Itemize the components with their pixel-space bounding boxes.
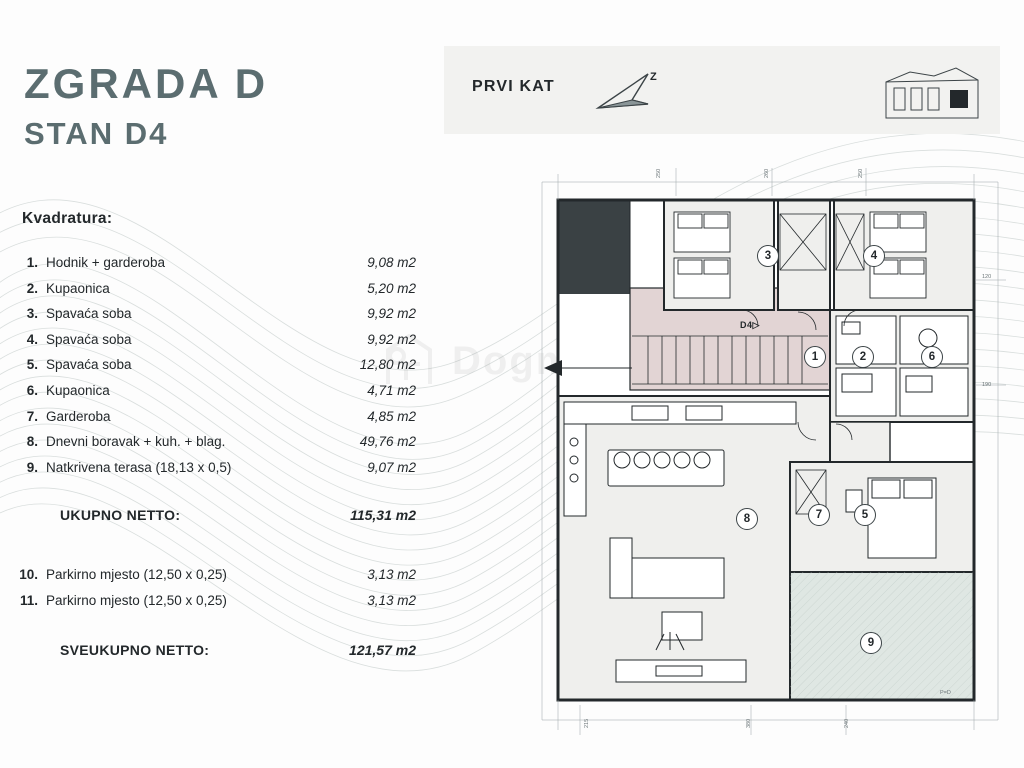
room-schedule-table [12,255,432,668]
row-number: 4. [26,331,38,347]
row-area: 4,85 m2 [367,408,416,424]
watermark-text: Dogma [452,338,598,383]
svg-text:260: 260 [764,168,770,178]
plan-marker-7[interactable]: 7 [808,504,830,526]
row-number: 3. [26,306,38,322]
floor-header-bar [444,46,1000,134]
table-row [12,281,432,307]
table-row [12,332,432,358]
row-area: 5,20 m2 [367,280,416,296]
table-row [12,255,432,281]
parking-group [12,567,432,618]
floor-label: PRVI KAT [472,78,555,95]
svg-text:215: 215 [584,718,590,728]
table-row [12,567,432,593]
row-number: 2. [26,280,38,296]
unit-title: STAN D4 [24,116,169,152]
row-area: 3,13 m2 [367,566,416,582]
table-row [12,434,432,460]
row-area: 9,92 m2 [367,306,416,322]
row-number: 6. [26,382,38,398]
table-row [12,383,432,409]
row-number: 11. [19,592,38,608]
svg-text:240: 240 [844,718,850,728]
row-label: Spavaća soba [46,357,132,373]
plan-marker-3[interactable]: 3 [757,245,779,267]
svg-text:250: 250 [656,168,662,178]
total-grand-row [12,642,432,668]
svg-text:120: 120 [982,274,992,280]
row-number: 7. [26,408,38,424]
plan-marker-9[interactable]: 9 [860,632,882,654]
row-label: Natkrivena terasa (18,13 x 0,5) [46,459,232,475]
row-label: Parkirno mjesto (12,50 x 0,25) [46,566,227,582]
row-area: 9,08 m2 [367,255,416,270]
svg-text:P=D: P=D [940,690,951,696]
row-number: 8. [26,434,38,450]
svg-text:Z: Z [650,71,657,83]
row-label: Spavaća soba [46,331,132,347]
plan-marker-4[interactable]: 4 [863,245,885,267]
row-label: Kupaonica [46,280,110,296]
page-title: ZGRADA D [24,60,269,107]
plan-marker-5[interactable]: 5 [854,504,876,526]
row-area: 49,76 m2 [359,434,416,450]
row-label: Parkirno mjesto (12,50 x 0,25) [46,592,227,608]
row-number: 5. [26,357,38,373]
table-row [12,306,432,332]
plan-marker-6[interactable]: 6 [921,346,943,368]
plan-marker-1[interactable]: 1 [804,346,826,368]
table-row [12,357,432,383]
svg-text:250: 250 [858,168,864,178]
north-arrow-icon [592,64,670,122]
total-netto-row [12,507,432,533]
row-label: Garderoba [46,408,111,424]
plan-marker-2[interactable]: 2 [852,346,874,368]
row-label: Kupaonica [46,382,110,398]
row-label: Dnevni boravak + kuh. + blag. [46,434,226,450]
row-label: Hodnik + garderoba [46,255,165,270]
row-area: 3,13 m2 [367,592,416,608]
row-area: 4,71 m2 [367,382,416,398]
title-block [24,62,268,152]
total-netto-label: UKUPNO NETTO: [60,507,181,524]
row-number: 1. [26,255,38,270]
key-plan-icon [882,62,982,124]
table-row [12,460,432,486]
row-label: Spavaća soba [46,306,132,322]
plan-marker-8[interactable]: 8 [736,508,758,530]
floor-plan-drawing [536,160,1006,746]
table-row [12,409,432,435]
total-grand-value: 121,57 m2 [349,642,416,659]
unit-tag: D4▷ [740,320,760,330]
svg-text:380: 380 [746,718,752,728]
row-area: 12,80 m2 [359,357,416,373]
area-heading: Kvadratura: [22,210,113,227]
row-area: 9,92 m2 [367,331,416,347]
row-area: 9,07 m2 [367,459,416,475]
row-number: 9. [26,459,38,475]
total-grand-label: SVEUKUPNO NETTO: [60,642,210,659]
table-row [12,593,432,619]
row-number: 10. [19,566,38,582]
svg-text:190: 190 [982,382,992,388]
total-netto-value: 115,31 m2 [350,507,416,524]
